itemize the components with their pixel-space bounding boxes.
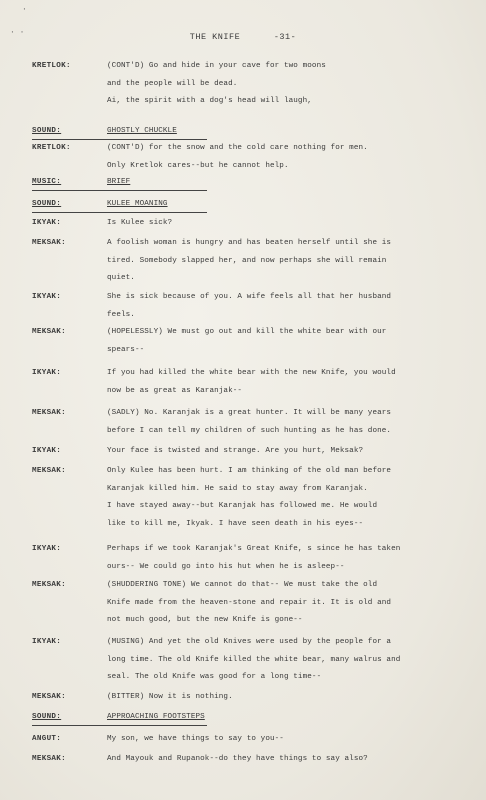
dialogue-text	[107, 365, 467, 400]
dialogue-text	[107, 58, 467, 111]
dialogue-text	[107, 140, 467, 175]
dialogue-line: If you had killed the white bear with the new Knife, you would	[107, 369, 396, 377]
dialogue-line: GHOSTLY CHUCKLE	[107, 127, 177, 135]
dialogue-text	[107, 443, 467, 461]
dialogue-line: Only Kretlok cares--but he cannot help.	[107, 161, 289, 170]
dialogue-text	[107, 634, 467, 687]
cue-text	[107, 174, 467, 192]
dialogue-line: A foolish woman is hungry and has beaten herself until she is	[107, 239, 392, 247]
dialogue-line: spears--	[107, 345, 145, 354]
corner-mark-2: · ·	[10, 28, 25, 37]
dialogue-text	[107, 405, 467, 440]
dialogue-line: not much good, but the new Knife is gone--	[107, 616, 303, 624]
dialogue-text	[107, 463, 467, 533]
dialogue-line: APPROACHING FOOTSTEPS	[107, 713, 205, 721]
dialogue-line: now be as great as Karanjak--	[107, 386, 243, 395]
dialogue-line: Karanjak killed him. He said to stay away from Karanjak.	[107, 484, 368, 493]
dialogue-line: (CONT'D) Go and hide in your cave for two moons	[107, 62, 326, 70]
dialogue-line: And Mayouk and Rupanok--do they have things to say also?	[107, 755, 368, 763]
dialogue-line: I have stayed away--but Karanjak has followed me. He would	[107, 502, 378, 510]
dialogue-line: Is Kulee sick?	[107, 219, 173, 227]
dialogue-line: Ai, the spirit with a dog's head will laugh,	[107, 97, 312, 105]
corner-mark: ·	[22, 5, 27, 14]
dialogue-line: My son, we have things to say to you--	[107, 735, 284, 743]
page-header	[0, 32, 486, 42]
dialogue-text	[107, 541, 467, 576]
speaker-label: KRETLOK:	[32, 144, 71, 152]
dialogue-line: (CONT'D) for the snow and the cold care nothing for men.	[107, 144, 368, 152]
dialogue-line: She is sick because of you. A wife feels all that her husband	[107, 293, 392, 301]
dialogue-line: ours-- We could go into his hut when he is asleep--	[107, 562, 345, 571]
dialogue-line: Knife made from the heaven-stone and repair it. It is old and	[107, 598, 392, 607]
cue-text	[107, 123, 467, 141]
speaker-label: MEKSAK:	[32, 693, 66, 701]
speaker-label: SOUND:	[32, 713, 62, 721]
dialogue-line: and the people will be dead.	[107, 79, 238, 88]
cue-underline	[32, 190, 207, 191]
speaker-label: MEKSAK:	[32, 239, 66, 247]
speaker-label: ANGUT:	[32, 735, 62, 743]
dialogue-line: tired. Somebody slapped her, and now perhaps she will remain	[107, 256, 387, 265]
dialogue-line: Only Kulee has been hurt. I am thinking of the old man before	[107, 467, 392, 475]
dialogue-line: quiet.	[107, 274, 135, 282]
speaker-label: MEKSAK:	[32, 581, 66, 589]
dialogue-text	[107, 751, 467, 769]
speaker-label: SOUND:	[32, 127, 62, 135]
dialogue-line: KULEE MOANING	[107, 200, 168, 208]
dialogue-line: (HOPELESSLY) We must go out and kill the white bear with our	[107, 328, 387, 336]
dialogue-line: like to kill me, Ikyak. I have seen death in his eyes--	[107, 519, 364, 528]
speaker-label: IKYAK:	[32, 447, 62, 455]
speaker-label: MEKSAK:	[32, 755, 66, 763]
dialogue-text	[107, 289, 467, 324]
dialogue-line: Your face is twisted and strange. Are you hurt, Meksak?	[107, 447, 364, 455]
dialogue-text	[107, 577, 467, 630]
dialogue-line: long time. The old Knife killed the white bear, many walrus and	[107, 655, 401, 664]
dialogue-line: Perhaps if we took Karanjak's Great Knife, s since he has taken	[107, 545, 401, 553]
dialogue-line: BRIEF	[107, 178, 131, 186]
dialogue-text	[107, 235, 467, 288]
cue-text	[107, 196, 467, 214]
dialogue-line: before I can tell my children of such hunting as he has done.	[107, 426, 392, 435]
speaker-label: MEKSAK:	[32, 409, 66, 417]
cue-text	[107, 709, 467, 727]
dialogue-text	[107, 215, 467, 233]
dialogue-line: seal. The old Knife was good for a long time--	[107, 673, 322, 681]
cue-underline	[32, 725, 207, 726]
dialogue-line: (SADLY) No. Karanjak is a great hunter. It will be many years	[107, 409, 392, 417]
dialogue-line: (SHUDDERING TONE) We cannot do that-- We must take the old	[107, 581, 378, 589]
speaker-label: IKYAK:	[32, 293, 62, 301]
speaker-label: MEKSAK:	[32, 328, 66, 336]
speaker-label: SOUND:	[32, 200, 62, 208]
cue-underline	[32, 212, 207, 213]
speaker-label: IKYAK:	[32, 369, 62, 377]
speaker-label: MEKSAK:	[32, 467, 66, 475]
dialogue-line: feels.	[107, 310, 135, 319]
page-number: -31-	[273, 32, 297, 42]
dialogue-line: (BITTER) Now it is nothing.	[107, 693, 233, 701]
script-title: THE KNIFE	[189, 32, 241, 42]
dialogue-text	[107, 731, 467, 749]
speaker-label: MUSIC:	[32, 178, 62, 186]
dialogue-text	[107, 324, 467, 359]
dialogue-text	[107, 689, 467, 707]
speaker-label: IKYAK:	[32, 638, 62, 646]
speaker-label: IKYAK:	[32, 545, 62, 553]
speaker-label: IKYAK:	[32, 219, 62, 227]
dialogue-line: (MUSING) And yet the old Knives were used by the people for a	[107, 638, 392, 646]
speaker-label: KRETLOK:	[32, 62, 71, 70]
